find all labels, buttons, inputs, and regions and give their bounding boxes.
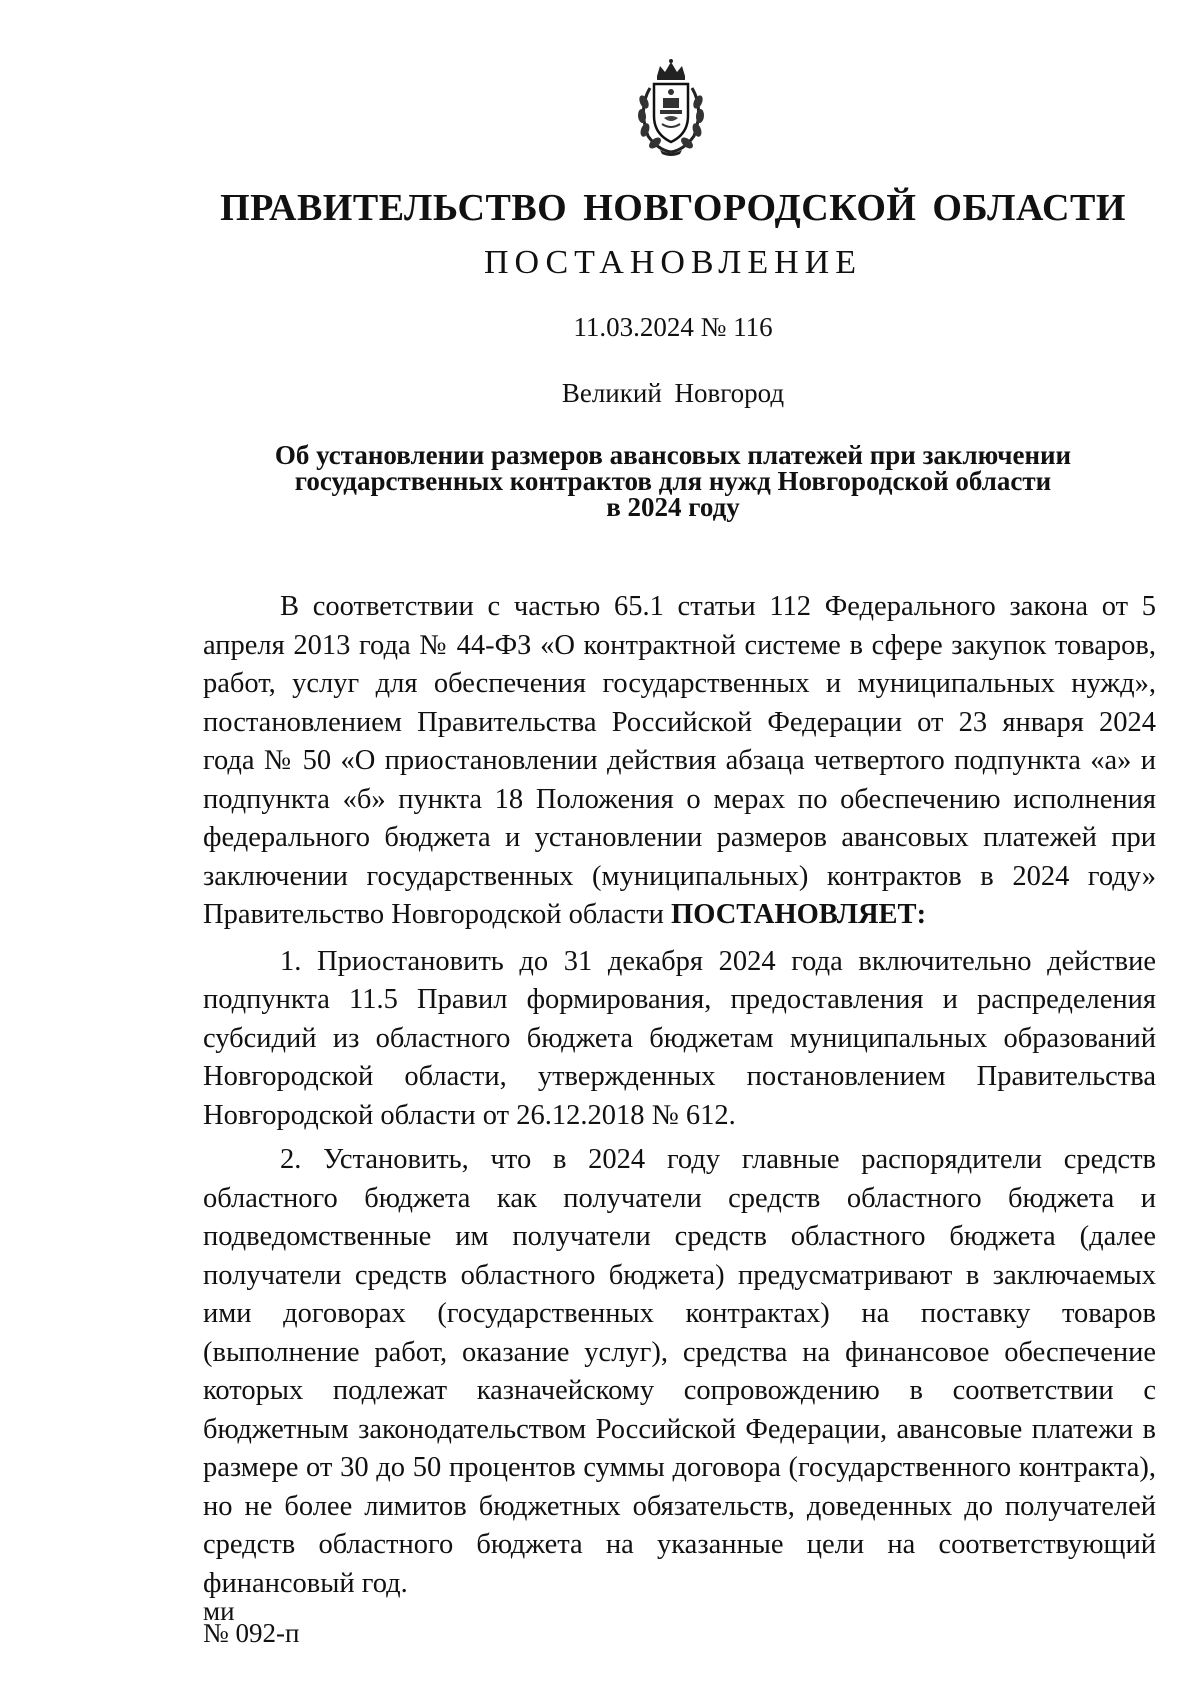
document-type: ПОСТАНОВЛЕНИЕ [483,244,863,281]
heading-line-1: Об установлении размеров авансовых платежей при заключении [274,440,1072,470]
footer-initials: ми [203,1596,235,1626]
footer-code: № 092-п [203,1618,300,1648]
document-heading [200,442,1146,520]
item-2-paragraph: 2. Установить, что в 2024 году главные распорядители средств областного бюджета как получатели средств областного бюджета и подведомственные им получатели средств областного бюджета (далее получатели средств областного бюджета) предусматривают в заключаемых ими договорах (государственных контрактах) на поставку товаров (выполнение работ, оказание услуг), средства на финансовое обеспечение которых подлежат казначейскому сопровождению в соответствии с бюджетным законодательством Российской Федерации, авансовые платежи в размере от 30 до 50 процентов суммы договора (государственного контракта), но не более лимитов бюджетных обязательств, доведенных до получателей средств областного бюджета на указанные цели на соответствующий финансовый год. [203,1144,1156,1599]
heading-line-3: в 2024 году [606,492,740,522]
document-city: Великий Новгород [561,378,785,408]
footer-registration [203,1596,300,1648]
preamble-paragraph [203,588,1156,935]
preamble-text: В соответствии с частью 65.1 статьи 112 Федерального закона от 5 апреля 2013 года № 44-ФЗ «О контрактной системе в сфере закупок товаров, работ, услуг для обеспечения государственных и муниципальных нужд», постановлением Правительства Российской Федерации от 23 января 2024 года № 50 «О приостановлении действия абзаца четвертого подпункта «а» и подпункта «б» пункта 18 Положения о мерах по обеспечению исполнения федерального бюджета и установлении размеров авансовых платежей при заключении государственных (муниципальных) контрактов в 2024 году» Правительство Новгородской области [203,591,1156,930]
document-date-number: 11.03.2024 № 116 [573,312,773,342]
decree-word: ПОСТАНОВЛЯЕТ: [671,899,927,930]
document-body [203,588,1156,1603]
heading-line-2: государственных контрактов для нужд Новгородской области [294,466,1052,496]
government-title: ПРАВИТЕЛЬСТВО НОВГОРОДСКОЙ ОБЛАСТИ [220,187,1126,229]
item-1-paragraph: 1. Приостановить до 31 декабря 2024 года включительно действие подпункта 11.5 Правил формирования, предоставления и распределения субсидий из областного бюджета бюджетам муниципальных образований Новгородской области, утвержденных постановлением Правительства Новгородской области от 26.12.2018 № 612. [203,945,1156,1131]
coat-of-arms-icon [630,58,712,156]
